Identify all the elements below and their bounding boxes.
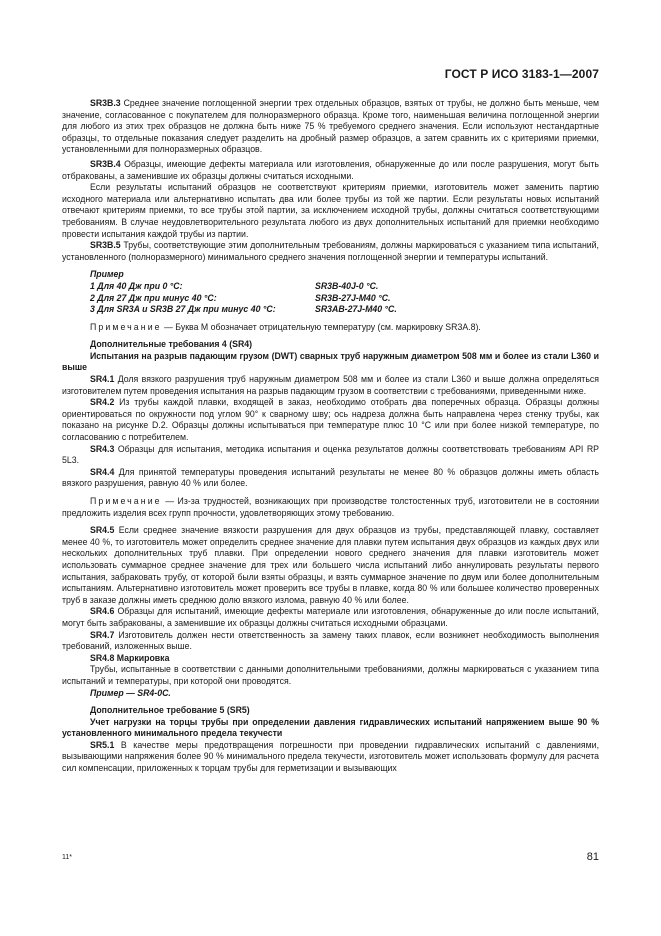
paragraph-text: Образцы для испытаний, имеющие дефекты материале или изготовления, обнаруженные до или после испытаний, могут быть забракованы, а заменившие их образцы должны считаться исходными образцами. <box>62 606 599 628</box>
document-id: ГОСТ Р ИСО 3183-1—2007 <box>444 67 599 81</box>
document-body <box>62 98 599 775</box>
clause-number: SR4.3 <box>90 443 115 454</box>
paragraph-text: Доля вязкого разрушения труб наружным диаметром 508 мм и более из стали L360 и выше должна определяться изготовителем путем проведения испытания на разрыв падающим грузом в соответствии с требованиями, приведенными ниже. <box>62 374 599 396</box>
paragraph-sr3b4 <box>62 159 599 182</box>
clause-number: SR5.1 <box>90 739 115 750</box>
example-condition: 1 Для 40 Дж при 0 °C: <box>90 280 183 291</box>
page-number: 81 <box>586 851 599 863</box>
note-thick-wall <box>62 496 599 519</box>
section-heading-sr5: Дополнительное требование 5 (SR5) <box>90 705 250 716</box>
paragraph-sr44 <box>62 467 599 490</box>
paragraph-marking: Трубы, испытанные в соответствии с данными дополнительными требованиями, должны маркироваться с указанием типа испытаний и температуры, при которой они проводятся. <box>62 664 599 686</box>
example-marking: SR3AB-27J-M40 °C. <box>315 304 397 315</box>
heading-sr48: SR4.8 Маркировка <box>90 652 170 663</box>
note-text: — Из-за трудностей, возникающих при производстве толстостенных труб, изготовители не в состоянии предложить изделия всех групп прочности, удовлетворяющих этому требованию. <box>62 496 599 518</box>
example-row <box>62 304 599 316</box>
paragraph-sr43 <box>62 444 599 467</box>
example-marking: SR3B-40J-0 °C. <box>315 280 379 291</box>
signature-mark: 11* <box>62 854 72 861</box>
paragraph-text: Образцы для испытания, методика испытания и оценка результатов должны соответствовать требованиям API RP 5L3. <box>62 443 599 466</box>
paragraph-text: Изготовитель должен нести ответственность за замену таких плавок, если возникнет необходимость выполнения требований, изложенных выше. <box>62 629 599 652</box>
note-label: Примечание <box>90 321 162 332</box>
paragraph-sr3b5 <box>62 240 599 263</box>
note-label: Примечание <box>90 496 162 506</box>
section-title-sr5: Учет нагрузки на торцы трубы при определении давления гидравлических испытаний напряжением выше 90 % установленного минимального предела текучести <box>62 716 599 739</box>
paragraph-text: В качестве меры предотвращения погрешности при проведении гидравлических испытаний с давлениями, вызывающими напряжения более 90 % минимального предела текучести, изготовитель может использовать формулу для расчета сил компенсации, приложенных к торцам трубы для герметизации и вызывающих <box>62 739 599 774</box>
example-value: SR4-0C. <box>137 687 171 698</box>
clause-number: SR4.7 <box>90 629 115 640</box>
example-title: Пример <box>90 269 124 280</box>
example-marking: SR3B-27J-M40 °C. <box>315 292 391 303</box>
clause-number: SR3B.3 <box>90 98 121 108</box>
paragraph-sr41 <box>62 374 599 397</box>
note-m-letter <box>62 322 599 334</box>
paragraph-sr42 <box>62 397 599 443</box>
note-text: — Буква M обозначает отрицательную температуру (см. маркировку SR3A.8). <box>161 321 481 332</box>
paragraph-text: Если среднее значение вязкости разрушения для двух образцов из трубы, представляющей плавку, составляет менее 40 %, то изготовитель может определить среднее значение для плавки путем испытания двух образцов из каждых двух или нескольких дополнительных труб плавки. При определении нового среднего значения для плавки изготовитель может использовать суммарное среднее значение для трех или большего числа испытаний либо аннулировать результаты первого испытания, забраковать трубу, от которой были взяты образцы, и взять суммарное значение по двум или более дополнительным испытаниям. Альтернативно изготовитель может проверить все трубы в плавке, когда 80 % или большее количество проверенных труб в заказе должны иметь среднюю долю вязкого излома, равную 40 % или более. <box>62 525 599 605</box>
paragraph-sr45 <box>62 525 599 606</box>
clause-number: SR3B.5 <box>90 240 121 251</box>
section-heading-sr4: Дополнительные требования 4 (SR4) <box>90 339 253 350</box>
paragraph-text: Образцы, имеющие дефекты материала или изготовления, обнаруженные до или после разрушения, могут быть отбракованы, а заменившие их образцы должны считаться исходными. <box>62 158 599 181</box>
example-sr4 <box>62 688 599 700</box>
paragraph-sr46 <box>62 606 599 629</box>
example-condition: 2 Для 27 Дж при минус 40 °C: <box>90 292 217 303</box>
section-title-sr4: Испытания на разрыв падающим грузом (DWT) сварных труб наружным диаметром 508 мм и более из стали L360 и выше <box>62 350 599 373</box>
paragraph-text: Для принятой температуры проведения испытаний результаты не менее 80 % образцов должны иметь область вязкого разрушения, равную 40 % или более. <box>62 466 599 489</box>
clause-number: SR3B.4 <box>90 158 121 169</box>
clause-number: SR4.6 <box>90 606 115 617</box>
clause-number: SR4.1 <box>90 374 115 385</box>
example-condition: 3 Для SR3A и SR3B 27 Дж при минус 40 °C: <box>90 304 276 315</box>
clause-number: SR4.2 <box>90 397 115 408</box>
example-label: Пример — <box>90 687 138 698</box>
paragraph-sr3b3 <box>62 98 599 156</box>
paragraph-retest: Если результаты испытаний образцов не соответствуют критериям приемки, изготовитель может заменить партию исходного материала или альтернативно испытать два или более трубы из той же партии. Если результаты новых испытаний отвечают критериям приемки, то все трубы этой партии, за исключением исходной трубы, должны считаться соответствующими требованиям. В случае неудовлетворительного результата любого из двух дополнительных испытаний для приемки необходимо провести испытания каждой трубы из партии. <box>62 182 599 239</box>
paragraph-sr47 <box>62 630 599 653</box>
example-row <box>62 293 599 305</box>
clause-number: SR4.5 <box>90 525 115 536</box>
paragraph-text: Среднее значение поглощенной энергии трех отдельных образцов, взятых от трубы, не должно быть меньше, чем значение, согласованное с покупателем для полноразмерного образца. Кроме того, наименьшая величина поглощенной энергии для любого из этих трех образцов не должна быть ниже 75 % требуемого среднего значения. Если используют нестандартные образцы, то отдельные показания следует разделить на дробный размер образцов, а затем сравнить их с критериями приемки, установленными для полноразмерных образцов. <box>62 98 599 155</box>
example-row <box>62 281 599 293</box>
paragraph-text: Из трубы каждой плавки, входящей в заказ, необходимо отобрать два поперечных образца. Образцы должны ориентироваться по окружности под углом 90° к сварному шву; ось надреза должна быть направлена через стенку трубы, как показано на рисунке D.2. Образцы должны испытываться при температуре плюс 10 °C или при более низкой температуре, по согласованию с потребителем. <box>62 397 599 443</box>
paragraph-sr51 <box>62 740 599 775</box>
clause-number: SR4.4 <box>90 466 115 477</box>
paragraph-text: Трубы, соответствующие этим дополнительным требованиям, должны маркироваться с указанием типа испытаний, установленного (полноразмерного) минимального среднего значения поглощенной энергии и температуры испытаний. <box>62 240 599 262</box>
